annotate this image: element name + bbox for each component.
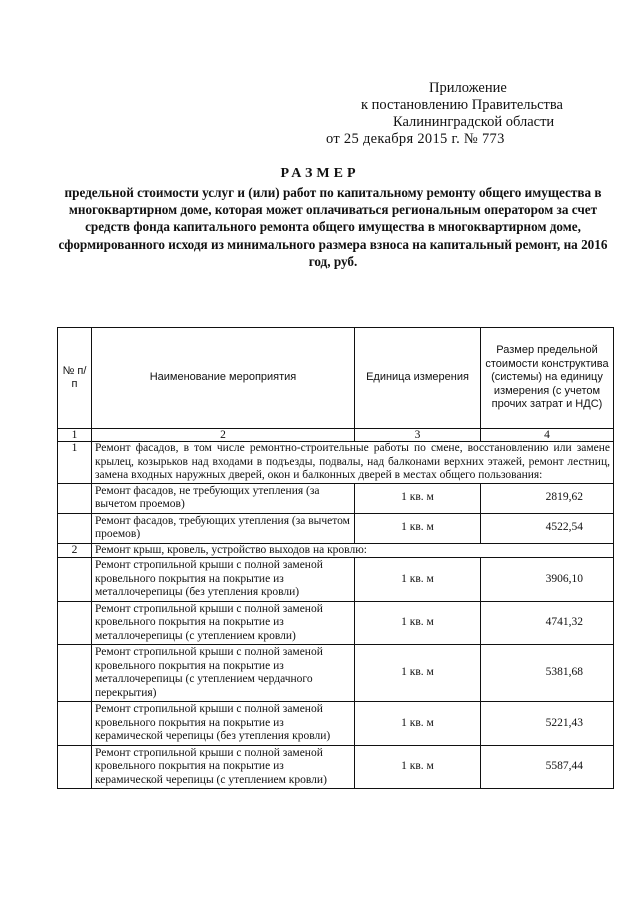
appendix-line: Калининградской области (393, 114, 555, 130)
cost-cell: 3906,10 (481, 558, 614, 602)
table-row (58, 513, 614, 543)
section-number: 1 (58, 442, 92, 484)
header-cost: Размер предельной стоимости конструктива (системы) на единицу измерения (с учетом прочих затрат и НДС) (481, 328, 614, 429)
document-title: РАЗМЕР (280, 166, 360, 181)
empty-cell (58, 558, 92, 602)
empty-cell (58, 645, 92, 702)
document-subtitle: предельной стоимости услуг и (или) работ по капитальному ремонту общего имущества в многоквартирном доме, которая может оплачиваться региональным оператором за счет средств фонда капитального ремонта общего имущества в многоквартирном доме, сформированного исходя из минимального размера взноса на капитальный ремонт, на 2016 год, руб. (58, 185, 608, 269)
section-row (58, 442, 614, 484)
section-number: 2 (58, 543, 92, 558)
section-title: Ремонт фасадов, в том числе ремонтно-строительные работы по смене, восстановлению или замене крылец, козырьков над входами в подъезды, подвалы, над балконами верхних этажей, ремонт лестниц, замена входных наружных дверей, окон и балконных дверей в местах общего пользования: (92, 442, 614, 484)
cost-cell: 5381,68 (481, 645, 614, 702)
cost-cell: 2819,62 (481, 483, 614, 513)
column-number: 1 (58, 429, 92, 442)
column-number: 3 (355, 429, 481, 442)
work-name: Ремонт стропильной крыши с полной заменой кровельного покрытия на покрытие из керамической черепицы (с утеплением кровли) (92, 745, 355, 789)
unit-cell: 1 кв. м (355, 558, 481, 602)
cost-cell: 4741,32 (481, 601, 614, 645)
unit-cell: 1 кв. м (355, 645, 481, 702)
appendix-block (326, 80, 606, 148)
cost-table (57, 327, 614, 789)
unit-cell: 1 кв. м (355, 702, 481, 746)
cost-cell: 4522,54 (481, 513, 614, 543)
empty-cell (58, 745, 92, 789)
appendix-line: Приложение (429, 80, 507, 96)
column-number: 4 (481, 429, 614, 442)
work-name: Ремонт фасадов, не требующих утепления (за вычетом проемов) (92, 483, 355, 513)
work-name: Ремонт стропильной крыши с полной заменой кровельного покрытия на покрытие из металлочерепицы (с утеплением кровли) (92, 601, 355, 645)
work-name: Ремонт стропильной крыши с полной заменой кровельного покрытия на покрытие из металлочерепицы (без утепления кровли) (92, 558, 355, 602)
work-name: Ремонт фасадов, требующих утепления (за вычетом проемов) (92, 513, 355, 543)
unit-cell: 1 кв. м (355, 601, 481, 645)
table-row (58, 558, 614, 602)
empty-cell (58, 601, 92, 645)
column-number: 2 (92, 429, 355, 442)
header-name: Наименование мероприятия (92, 328, 355, 429)
cost-cell: 5221,43 (481, 702, 614, 746)
table-row (58, 483, 614, 513)
column-number-row (58, 429, 614, 442)
unit-cell: 1 кв. м (355, 745, 481, 789)
unit-cell: 1 кв. м (355, 513, 481, 543)
empty-cell (58, 513, 92, 543)
table-row (58, 702, 614, 746)
table-row (58, 745, 614, 789)
empty-cell (58, 483, 92, 513)
appendix-line: к постановлению Правительства (361, 97, 563, 113)
unit-cell: 1 кв. м (355, 483, 481, 513)
table-row (58, 645, 614, 702)
header-num: № п/п (58, 328, 92, 429)
header-unit: Единица измерения (355, 328, 481, 429)
table-header-row (58, 328, 614, 429)
work-name: Ремонт стропильной крыши с полной заменой кровельного покрытия на покрытие из металлочерепицы (с утеплением чердачного перекрытия) (92, 645, 355, 702)
section-row (58, 543, 614, 558)
table-row (58, 601, 614, 645)
appendix-date-line: от 25 декабря 2015 г. № 773 (326, 131, 505, 147)
section-title: Ремонт крыш, кровель, устройство выходов на кровлю: (92, 543, 614, 558)
empty-cell (58, 702, 92, 746)
work-name: Ремонт стропильной крыши с полной заменой кровельного покрытия на покрытие из керамической черепицы (без утепления кровли) (92, 702, 355, 746)
cost-cell: 5587,44 (481, 745, 614, 789)
